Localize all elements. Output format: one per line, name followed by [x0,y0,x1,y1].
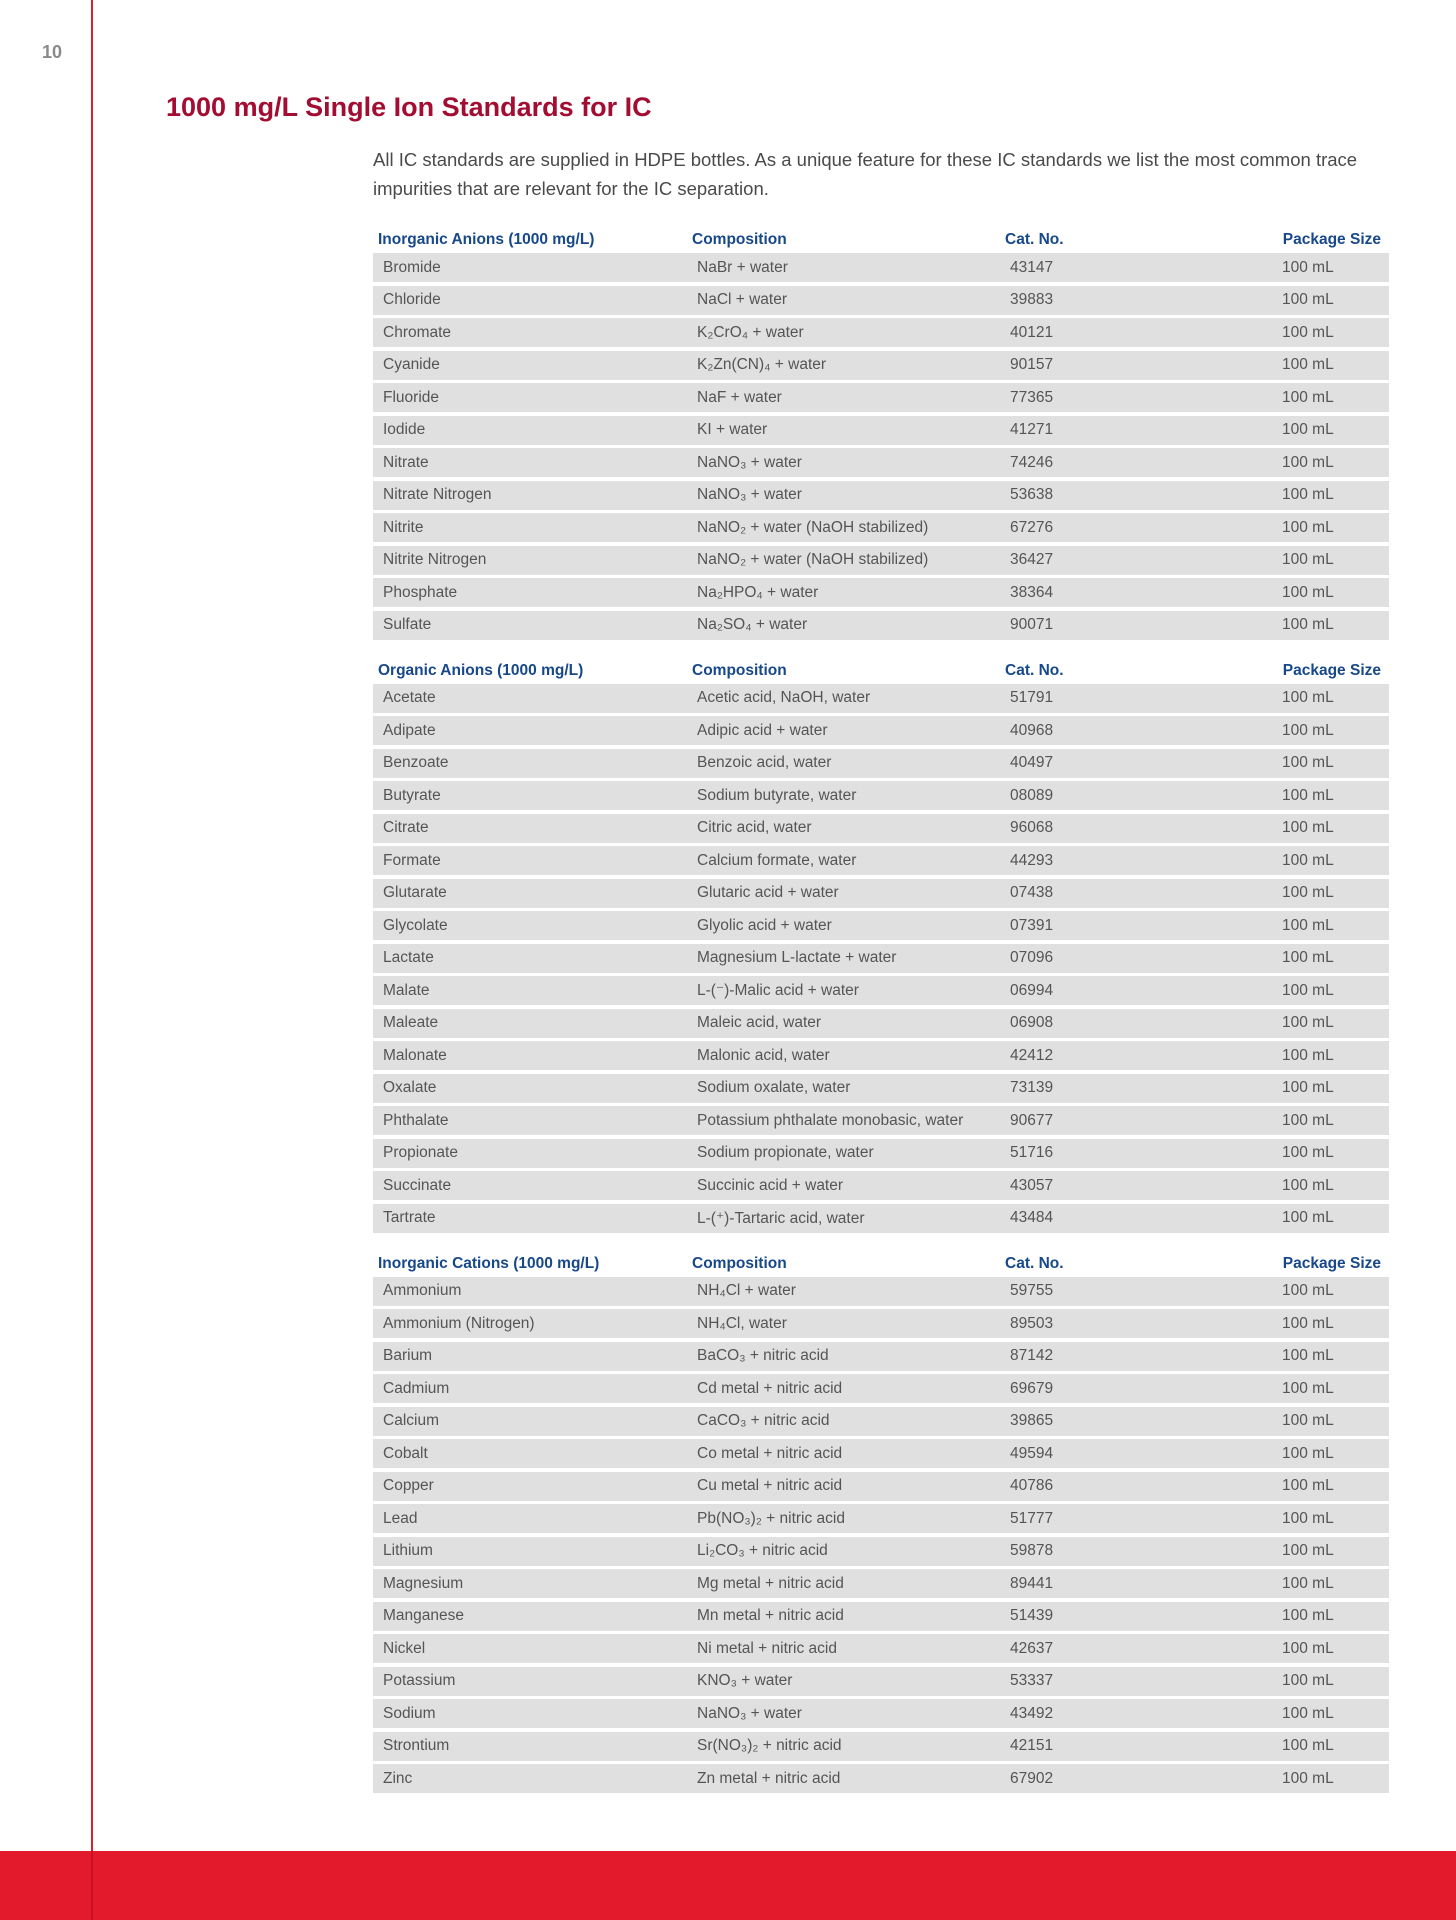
cell-cat-no: 43492 [1010,1704,1054,1722]
cell-composition: Mg metal + nitric acid [697,1574,844,1592]
cell-name: Nickel [383,1639,426,1657]
cell-cat-no: 06994 [1010,981,1054,999]
cell-name: Iodide [383,421,426,438]
cell-composition: Sodium oxalate, water [697,1079,851,1096]
cell-composition: Potassium phthalate monobasic, water [697,1111,964,1129]
table-row [373,814,1389,843]
cell-composition: Sodium propionate, water [697,1144,874,1161]
cell-name: Potassium [383,1672,456,1689]
cell-package-size: 100 mL [1282,1347,1334,1364]
table-row [373,611,1389,640]
cell-name: Sulfate [383,616,432,633]
cell-composition: Adipic acid + water [697,721,828,739]
table-row [373,1764,1389,1793]
cell-composition: L-(⁻)-Malic acid + water [697,982,859,999]
cell-package-size: 100 mL [1282,721,1334,739]
cell-name: Nitrite Nitrogen [383,551,487,568]
cell-composition: NaNO₃ + water [697,453,802,471]
cell-name: Zinc [383,1769,413,1787]
cell-cat-no: 40786 [1010,1477,1054,1494]
cell-name: Manganese [383,1607,465,1624]
table-row [373,749,1389,778]
cell-package-size: 100 mL [1282,1144,1334,1161]
cell-name: Lead [383,1509,418,1527]
cell-name: Benzoate [383,754,449,771]
cell-name: Acetate [383,689,436,706]
cell-composition: Citric acid, water [697,819,812,836]
cell-name: Cyanide [383,356,440,373]
cell-composition: Magnesium L-lactate + water [697,949,897,966]
cell-cat-no: 39865 [1010,1412,1054,1429]
cell-cat-no: 43147 [1010,258,1054,276]
cell-cat-no: 51777 [1010,1509,1054,1527]
cell-name: Ammonium (Nitrogen) [383,1314,535,1332]
cell-composition: Pb(NO₃)₂ + nitric acid [697,1509,845,1527]
cell-package-size: 100 mL [1282,1046,1334,1064]
cell-package-size: 100 mL [1282,1509,1334,1527]
cell-name: Butyrate [383,786,441,804]
footer-fold-line [91,1851,93,1920]
cell-name: Magnesium [383,1574,464,1592]
cell-name: Succinate [383,1176,452,1194]
table-header [373,658,1389,684]
cell-cat-no: 06908 [1010,1014,1054,1031]
cell-package-size: 100 mL [1282,689,1334,706]
table-row [373,1139,1389,1168]
cell-composition: Glyolic acid + water [697,916,832,934]
table-row [373,351,1389,380]
table-row [373,1504,1389,1533]
cell-composition: Benzoic acid, water [697,754,832,771]
cell-composition: Succinic acid + water [697,1176,844,1194]
table-row [373,879,1389,908]
cell-composition: Sodium butyrate, water [697,786,857,804]
cell-composition: KNO₃ + water [697,1672,793,1689]
table-row [373,513,1389,542]
cell-cat-no: 43484 [1010,1209,1054,1226]
cell-package-size: 100 mL [1282,754,1334,771]
table-row [373,578,1389,607]
cell-package-size: 100 mL [1282,1704,1334,1722]
cell-cat-no: 36427 [1010,551,1054,568]
table-row [373,481,1389,510]
cell-package-size: 100 mL [1282,486,1334,503]
cell-cat-no: 43057 [1010,1176,1054,1194]
cell-package-size: 100 mL [1282,949,1334,966]
table-row [373,1041,1389,1070]
cell-composition: KI + water [697,421,768,438]
standards-tables [373,227,1389,1811]
cell-name: Calcium [383,1412,439,1429]
cell-composition: Mn metal + nitric acid [697,1607,844,1624]
cell-composition: Na₂HPO₄ + water [697,583,819,601]
cell-name: Barium [383,1347,433,1364]
footer-band [0,1851,1456,1920]
cell-package-size: 100 mL [1282,616,1334,633]
table-row [373,944,1389,973]
table-row [373,1204,1389,1233]
cell-name: Glycolate [383,916,448,934]
cell-name: Phosphate [383,583,458,601]
cell-name: Nitrite [383,518,424,536]
page-number: 10 [42,42,63,62]
cell-composition: Glutaric acid + water [697,884,839,901]
cell-name: Adipate [383,721,436,739]
cell-name: Tartrate [383,1209,436,1226]
cell-name: Maleate [383,1014,439,1031]
table-row [373,1171,1389,1200]
header-composition: Composition [692,661,787,679]
table-row [373,911,1389,940]
table-row [373,781,1389,810]
cell-cat-no: 42637 [1010,1639,1054,1657]
cell-name: Phthalate [383,1111,449,1129]
cell-cat-no: 69679 [1010,1379,1054,1397]
cell-composition: Sr(NO₃)₂ + nitric acid [697,1737,842,1754]
table-row [373,716,1389,745]
cell-name: Strontium [383,1737,450,1754]
cell-name: Lactate [383,949,434,966]
cell-package-size: 100 mL [1282,1444,1334,1462]
cell-composition: BaCO₃ + nitric acid [697,1347,829,1364]
intro-paragraph: All IC standards are supplied in HDPE bottles. As a unique feature for these IC standards we list the most common trace impurities that are relevant for the IC separation. [373,149,1358,199]
cell-composition: K₂CrO₄ + water [697,323,804,341]
cell-composition: Malonic acid, water [697,1046,830,1064]
cell-package-size: 100 mL [1282,819,1334,836]
cell-cat-no: 96068 [1010,819,1054,836]
header-cat-no: Cat. No. [1005,231,1064,248]
cell-cat-no: 90157 [1010,356,1054,373]
cell-name: Oxalate [383,1079,437,1096]
cell-composition: Co metal + nitric acid [697,1444,843,1462]
table-row [373,1309,1389,1338]
cell-name: Nitrate [383,453,429,471]
cell-package-size: 100 mL [1282,356,1334,373]
cell-package-size: 100 mL [1282,851,1334,869]
cell-package-size: 100 mL [1282,453,1334,471]
cell-cat-no: 40968 [1010,721,1054,739]
cell-cat-no: 42412 [1010,1046,1054,1064]
table-row [373,1407,1389,1436]
cell-cat-no: 59755 [1010,1282,1054,1299]
header-package-size: Package Size [1282,661,1381,679]
table-row [373,846,1389,875]
header-cat-no: Cat. No. [1005,661,1064,679]
cell-cat-no: 67902 [1010,1769,1054,1787]
cell-name: Nitrate Nitrogen [383,486,492,503]
cell-name: Bromide [383,258,441,276]
cell-package-size: 100 mL [1282,1282,1334,1299]
table-header [373,227,1389,253]
table-inorganic-cations [373,1251,1389,1794]
cell-cat-no: 73139 [1010,1079,1054,1096]
cell-cat-no: 74246 [1010,453,1054,471]
cell-composition: NH₄Cl, water [697,1314,787,1332]
cell-package-size: 100 mL [1282,981,1334,999]
cell-package-size: 100 mL [1282,916,1334,934]
table-row [373,1634,1389,1663]
cell-composition: NaBr + water [697,258,788,276]
cell-name: Sodium [383,1704,436,1722]
table-row [373,253,1389,282]
cell-cat-no: 42151 [1010,1737,1054,1754]
cell-name: Malonate [383,1046,447,1064]
cell-cat-no: 87142 [1010,1347,1054,1364]
cell-package-size: 100 mL [1282,1477,1334,1494]
cell-package-size: 100 mL [1282,1672,1334,1689]
cell-package-size: 100 mL [1282,388,1334,406]
cell-package-size: 100 mL [1282,421,1334,438]
cell-cat-no: 49594 [1010,1444,1054,1462]
table-row [373,448,1389,477]
cell-package-size: 100 mL [1282,1737,1334,1754]
table-row [373,1106,1389,1135]
table-row [373,1277,1389,1306]
cell-package-size: 100 mL [1282,1607,1334,1624]
cell-name: Formate [383,851,441,869]
cell-package-size: 100 mL [1282,1111,1334,1129]
cell-cat-no: 38364 [1010,583,1054,601]
cell-name: Citrate [383,819,429,836]
cell-package-size: 100 mL [1282,1574,1334,1592]
cell-package-size: 100 mL [1282,1014,1334,1031]
cell-composition: Cu metal + nitric acid [697,1477,843,1494]
table-row [373,383,1389,412]
header-name: Inorganic Cations (1000 mg/L) [378,1254,600,1272]
cell-name: Cobalt [383,1444,428,1462]
cell-package-size: 100 mL [1282,1079,1334,1096]
cell-cat-no: 44293 [1010,851,1054,869]
cell-name: Chloride [383,291,441,308]
cell-package-size: 100 mL [1282,518,1334,536]
cell-package-size: 100 mL [1282,1209,1334,1226]
cell-cat-no: 59878 [1010,1542,1054,1559]
cell-composition: NaNO₃ + water [697,486,802,503]
cell-composition: Na₂SO₄ + water [697,616,808,633]
cell-cat-no: 51716 [1010,1144,1054,1161]
cell-composition: Ni metal + nitric acid [697,1639,837,1657]
cell-cat-no: 07096 [1010,949,1054,966]
cell-cat-no: 67276 [1010,518,1054,536]
table-row [373,1569,1389,1598]
cell-cat-no: 41271 [1010,421,1054,438]
cell-cat-no: 07438 [1010,884,1054,901]
cell-name: Copper [383,1477,434,1494]
cell-composition: NaNO₂ + water (NaOH stabilized) [697,551,929,568]
cell-package-size: 100 mL [1282,1379,1334,1397]
cell-package-size: 100 mL [1282,884,1334,901]
table-row [373,1374,1389,1403]
cell-cat-no: 51439 [1010,1607,1054,1624]
cell-package-size: 100 mL [1282,1314,1334,1332]
cell-cat-no: 53337 [1010,1672,1054,1689]
cell-cat-no: 51791 [1010,689,1054,706]
cell-composition: Acetic acid, NaOH, water [697,689,871,706]
header-composition: Composition [692,1254,787,1272]
cell-cat-no: 40121 [1010,323,1054,341]
header-cat-no: Cat. No. [1005,1254,1064,1272]
cell-composition: NaF + water [697,388,782,406]
header-package-size: Package Size [1282,1254,1381,1272]
cell-package-size: 100 mL [1282,551,1334,568]
cell-package-size: 100 mL [1282,291,1334,308]
cell-cat-no: 77365 [1010,388,1054,406]
cell-name: Lithium [383,1542,433,1559]
table-row [373,1537,1389,1566]
header-name: Organic Anions (1000 mg/L) [378,661,584,679]
cell-name: Glutarate [383,884,447,901]
cell-name: Chromate [383,323,452,341]
cell-name: Cadmium [383,1379,450,1397]
cell-name: Malate [383,981,430,999]
cell-package-size: 100 mL [1282,1412,1334,1429]
cell-cat-no: 07391 [1010,916,1054,934]
cell-composition: Maleic acid, water [697,1014,822,1031]
cell-cat-no: 89441 [1010,1574,1054,1592]
cell-cat-no: 90071 [1010,616,1054,633]
table-row [373,1009,1389,1038]
cell-cat-no: 40497 [1010,754,1054,771]
page-title: 1000 mg/L Single Ion Standards for IC [166,92,652,122]
table-row [373,286,1389,315]
cell-composition: NaNO₃ + water [697,1704,802,1722]
cell-cat-no: 08089 [1010,786,1054,804]
table-inorganic-anions [373,227,1389,640]
cell-package-size: 100 mL [1282,1639,1334,1657]
cell-cat-no: 90677 [1010,1111,1054,1129]
cell-cat-no: 39883 [1010,291,1054,308]
cell-composition: Calcium formate, water [697,851,857,869]
header-name: Inorganic Anions (1000 mg/L) [378,231,595,248]
cell-package-size: 100 mL [1282,1542,1334,1559]
table-row [373,1699,1389,1728]
cell-name: Fluoride [383,388,439,406]
table-row [373,416,1389,445]
cell-cat-no: 53638 [1010,486,1054,503]
table-organic-anions [373,658,1389,1233]
cell-package-size: 100 mL [1282,323,1334,341]
table-row [373,1602,1389,1631]
cell-composition: CaCO₃ + nitric acid [697,1412,830,1429]
cell-cat-no: 89503 [1010,1314,1054,1332]
cell-package-size: 100 mL [1282,1769,1334,1787]
cell-name: Ammonium [383,1282,462,1299]
cell-composition: L-(⁺)-Tartaric acid, water [697,1209,865,1227]
cell-composition: Cd metal + nitric acid [697,1379,843,1397]
cell-package-size: 100 mL [1282,583,1334,601]
cell-composition: NaNO₂ + water (NaOH stabilized) [697,518,929,536]
cell-name: Propionate [383,1144,458,1161]
cell-package-size: 100 mL [1282,258,1334,276]
table-row [373,976,1389,1005]
cell-composition: K₂Zn(CN)₄ + water [697,356,827,373]
cell-composition: NH₄Cl + water [697,1282,796,1299]
table-row [373,1667,1389,1696]
cell-package-size: 100 mL [1282,1176,1334,1194]
cell-composition: NaCl + water [697,291,788,308]
table-row [373,1732,1389,1761]
table-header [373,1251,1389,1277]
table-row [373,1472,1389,1501]
header-package-size: Package Size [1282,231,1381,248]
table-row [373,1074,1389,1103]
table-row [373,546,1389,575]
cell-package-size: 100 mL [1282,786,1334,804]
table-row [373,1342,1389,1371]
table-row [373,684,1389,713]
cell-composition: Li₂CO₃ + nitric acid [697,1542,828,1559]
table-row [373,318,1389,347]
cell-composition: Zn metal + nitric acid [697,1769,841,1787]
header-composition: Composition [692,231,787,248]
margin-rule [91,0,93,1851]
table-row [373,1439,1389,1468]
